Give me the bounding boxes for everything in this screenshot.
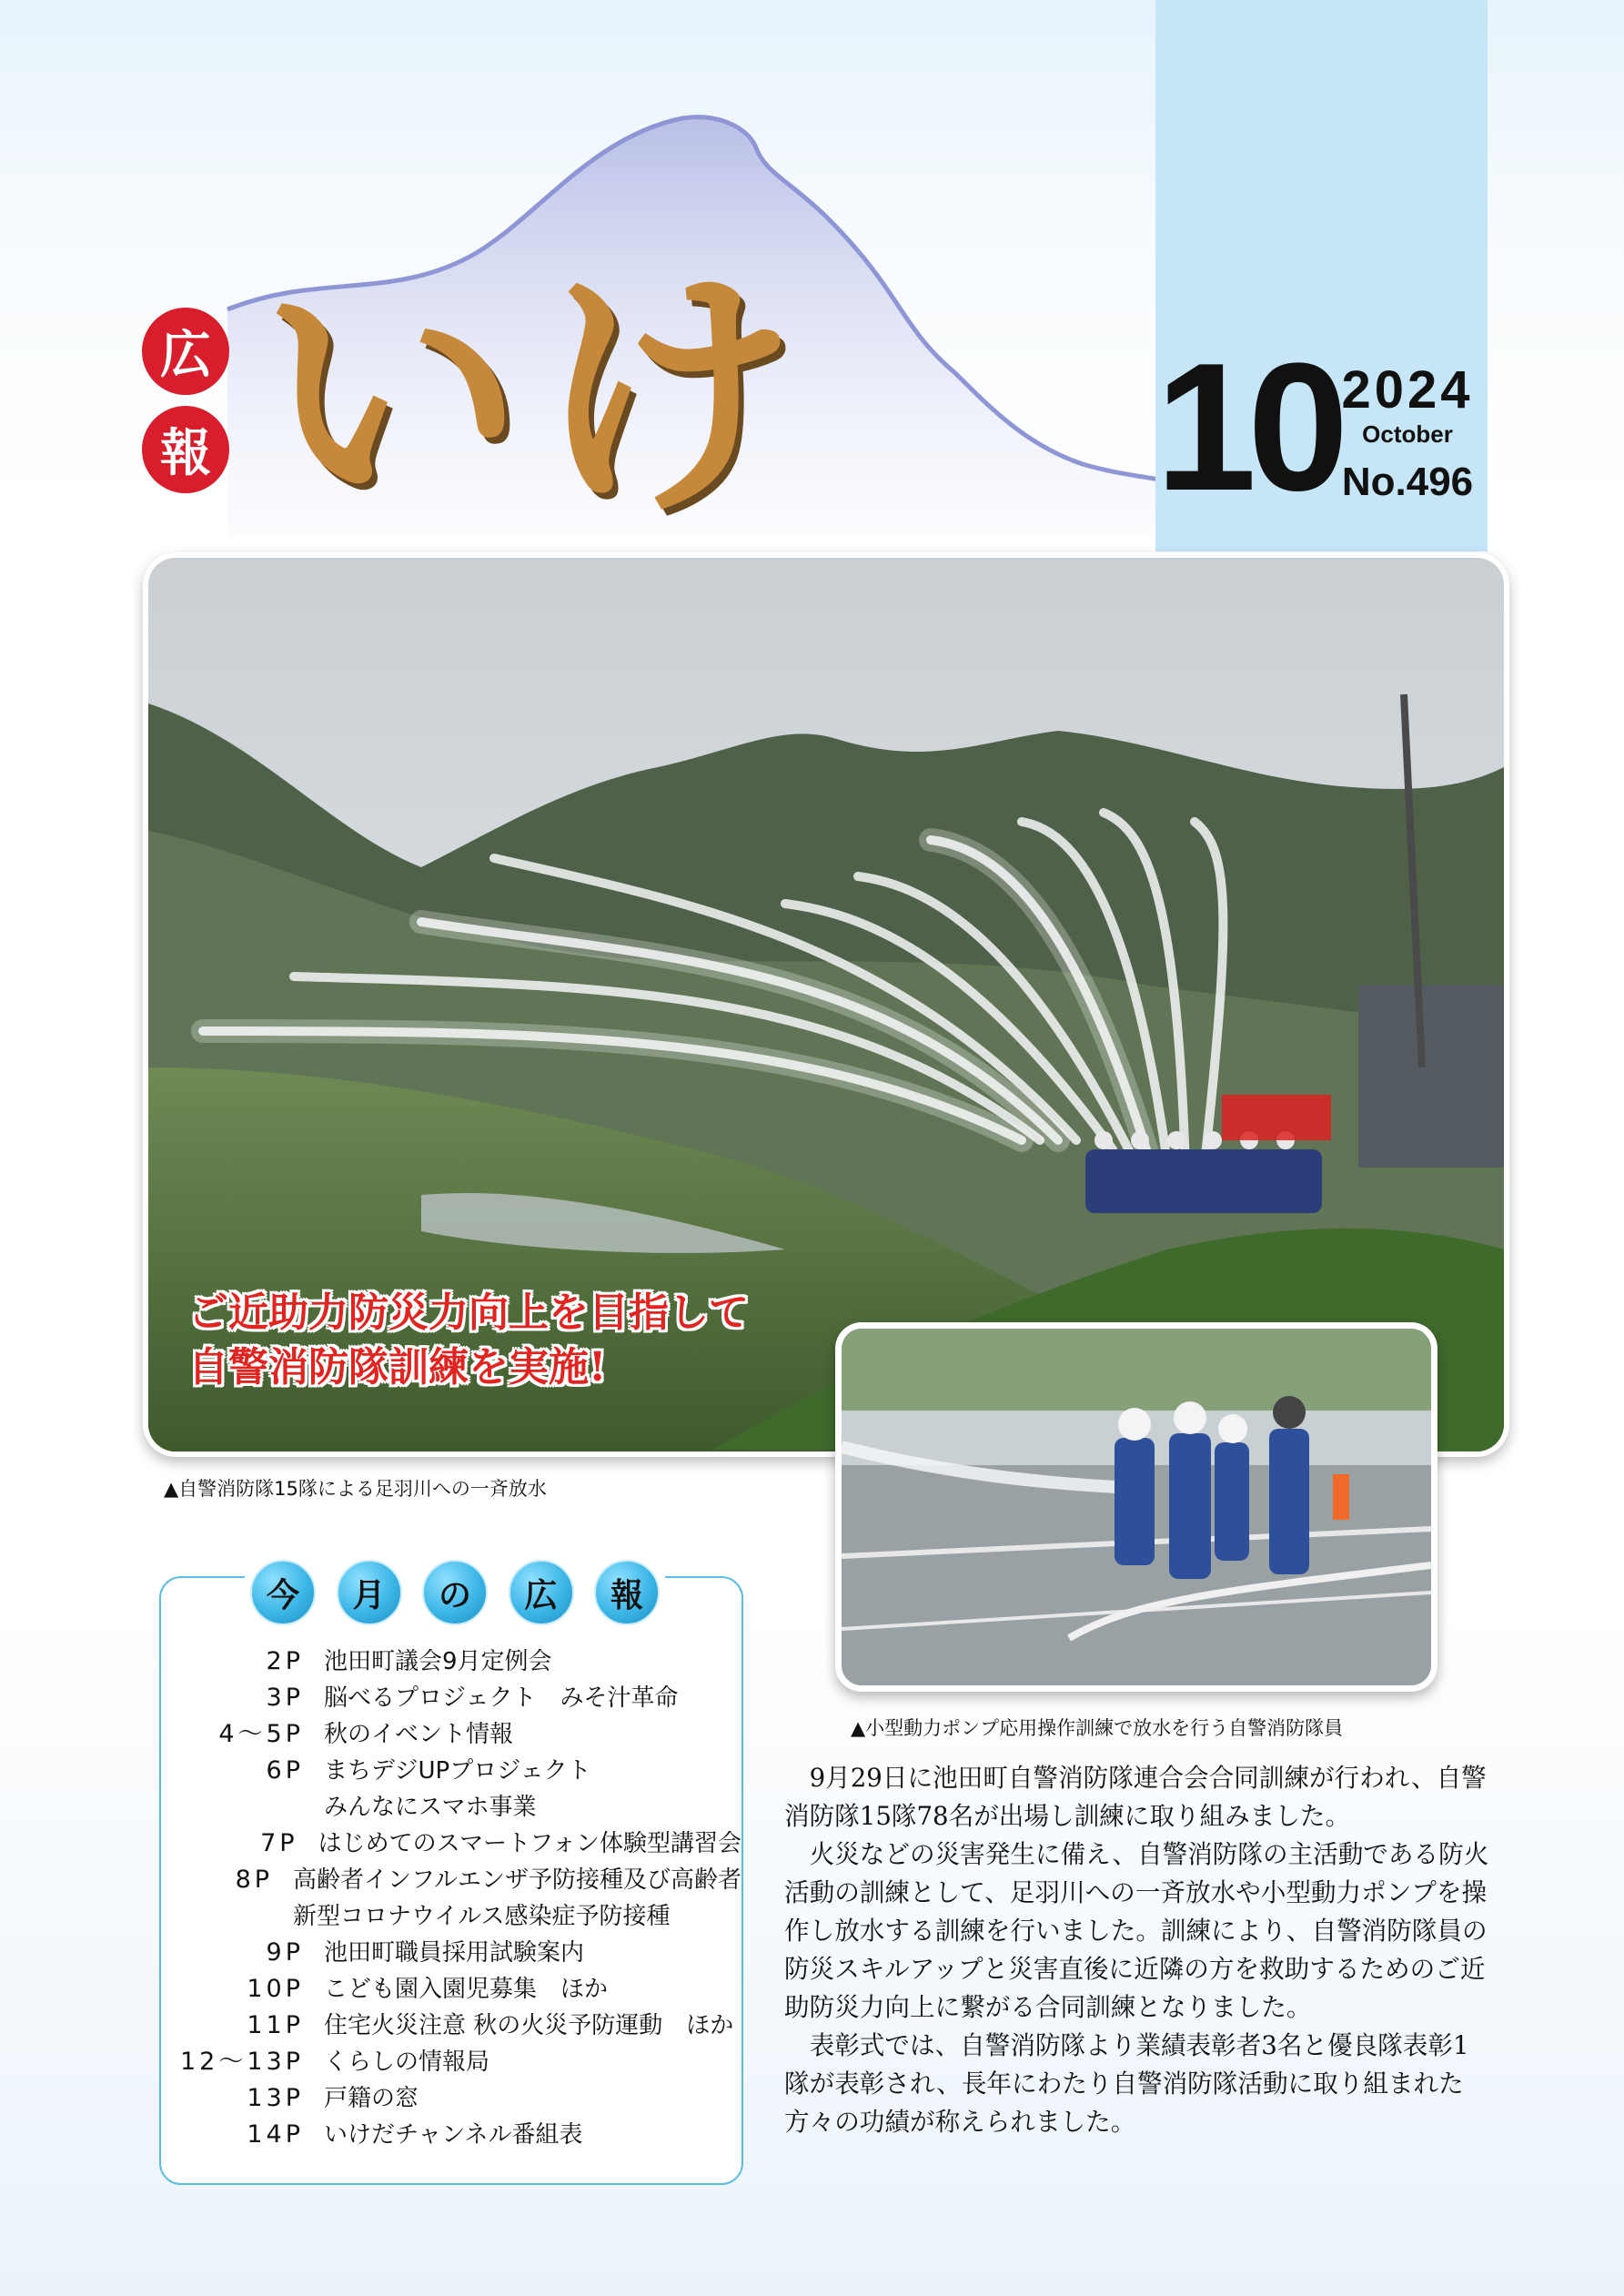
- contents-label: まちデジUPプロジェクト: [324, 1757, 591, 1785]
- contents-item: [161, 2117, 741, 2153]
- main-photo: [148, 558, 1504, 1451]
- contents-page: 8P: [235, 1866, 274, 1894]
- issue-month-name: October: [1362, 420, 1453, 448]
- issue-year: 2024: [1341, 360, 1474, 420]
- contents-page: 10P: [247, 1975, 304, 2003]
- contents-title-char: 今: [250, 1560, 316, 1625]
- article-paragraph: 火災などの災害発生に備え、自警消防隊の主活動である防火活動の訓練として、足羽川への一斉放水や小型動力ポンプを操作し放水する訓練を行いました。訓練により、自警消防隊員の防災スキルアップと災害直後に近隣の方を救助するためのご近助防災力向上に繋がる合同訓練となりました。: [784, 1839, 1489, 2022]
- contents-item: [161, 1753, 741, 1826]
- contents-page: 9P: [266, 1938, 304, 1967]
- contents-label: 戸籍の窓: [324, 2085, 419, 2112]
- contents-title-char: 月: [337, 1560, 402, 1625]
- headline-line-1: ご近助力防災力向上を目指して: [188, 1290, 749, 1336]
- contents-item: [161, 1935, 741, 1971]
- contents-label: いけだチャンネル番組表: [324, 2121, 583, 2149]
- contents-item: [161, 2080, 741, 2117]
- contents-label: 高齢者インフルエンザ予防接種及び高齢者: [293, 1866, 741, 1894]
- contents-title-char: 報: [594, 1560, 660, 1625]
- article-body: [784, 1759, 1494, 2141]
- contents-page: 7P: [260, 1829, 298, 1857]
- contents-item: [161, 1644, 741, 1680]
- contents-list: [161, 1644, 741, 2153]
- headline: [188, 1286, 749, 1395]
- contents-page: 6P: [266, 1756, 304, 1785]
- contents-page: 14P: [247, 2120, 304, 2149]
- issue-month-number: 10: [1155, 326, 1340, 529]
- contents-page: 11P: [247, 2011, 304, 2039]
- contents-label: こども園入園児募集 ほか: [324, 1976, 609, 2003]
- contents-item: [161, 1971, 741, 2008]
- contents-title-char: の: [422, 1560, 488, 1625]
- ikeda-logo: いけ: [259, 241, 809, 551]
- contents-box: [159, 1576, 743, 2185]
- contents-title: [245, 1556, 665, 1629]
- hou-badge: 報: [142, 406, 229, 493]
- contents-item: [161, 2008, 741, 2044]
- contents-item: [161, 1716, 741, 1753]
- contents-item: [161, 1680, 741, 1716]
- contents-label: 新型コロナウイルス感染症予防接種: [293, 1903, 671, 1930]
- contents-page: 2P: [266, 1647, 304, 1675]
- contents-label: 池田町議会9月定例会: [324, 1648, 552, 1675]
- headline-line-2: 自警消防隊訓練を実施!: [188, 1344, 607, 1391]
- contents-page: 4～5P: [218, 1720, 304, 1748]
- contents-item: [161, 1862, 741, 1935]
- contents-label: 住宅火災注意 秋の火災予防運動 ほか: [324, 2012, 734, 2039]
- contents-label: 池田町職員採用試験案内: [324, 1939, 585, 1967]
- contents-page: 3P: [266, 1684, 304, 1712]
- contents-label: はじめてのスマートフォン体験型講習会: [318, 1830, 741, 1857]
- kou-badge: 広: [142, 308, 229, 395]
- contents-item: [161, 1826, 741, 1862]
- pump-training-photo: [842, 1329, 1431, 1685]
- contents-label: みんなにスマホ事業: [324, 1794, 537, 1821]
- article-paragraph: 9月29日に池田町自警消防隊連合会合同訓練が行われ、自警消防隊15隊78名が出場し訓練に取り組みました。: [784, 1763, 1487, 1831]
- contents-page: 13P: [247, 2084, 304, 2112]
- contents-label: 秋のイベント情報: [324, 1721, 514, 1748]
- contents-title-char: 広: [509, 1560, 574, 1625]
- contents-label: 脳べるプロジェクト みそ汁革命: [324, 1684, 679, 1712]
- issue-number: No.496: [1341, 460, 1474, 504]
- contents-item: [161, 2044, 741, 2080]
- article-paragraph: 表彰式では、自警消防隊より業績表彰者3名と優良隊表彰1隊が表彰され、長年にわたり自警消防隊活動に取り組まれた方々の功績が称えられました。: [784, 2030, 1469, 2137]
- inset-photo: [842, 1329, 1431, 1685]
- main-photo-caption: ▲自警消防隊15隊による足羽川への一斉放水: [164, 1478, 547, 1500]
- inset-photo-caption: ▲小型動力ポンプ応用操作訓練で放水を行う自警消防隊員: [851, 1717, 1344, 1739]
- contents-label: くらしの情報局: [324, 2048, 490, 2076]
- contents-page: 12～13P: [180, 2048, 304, 2076]
